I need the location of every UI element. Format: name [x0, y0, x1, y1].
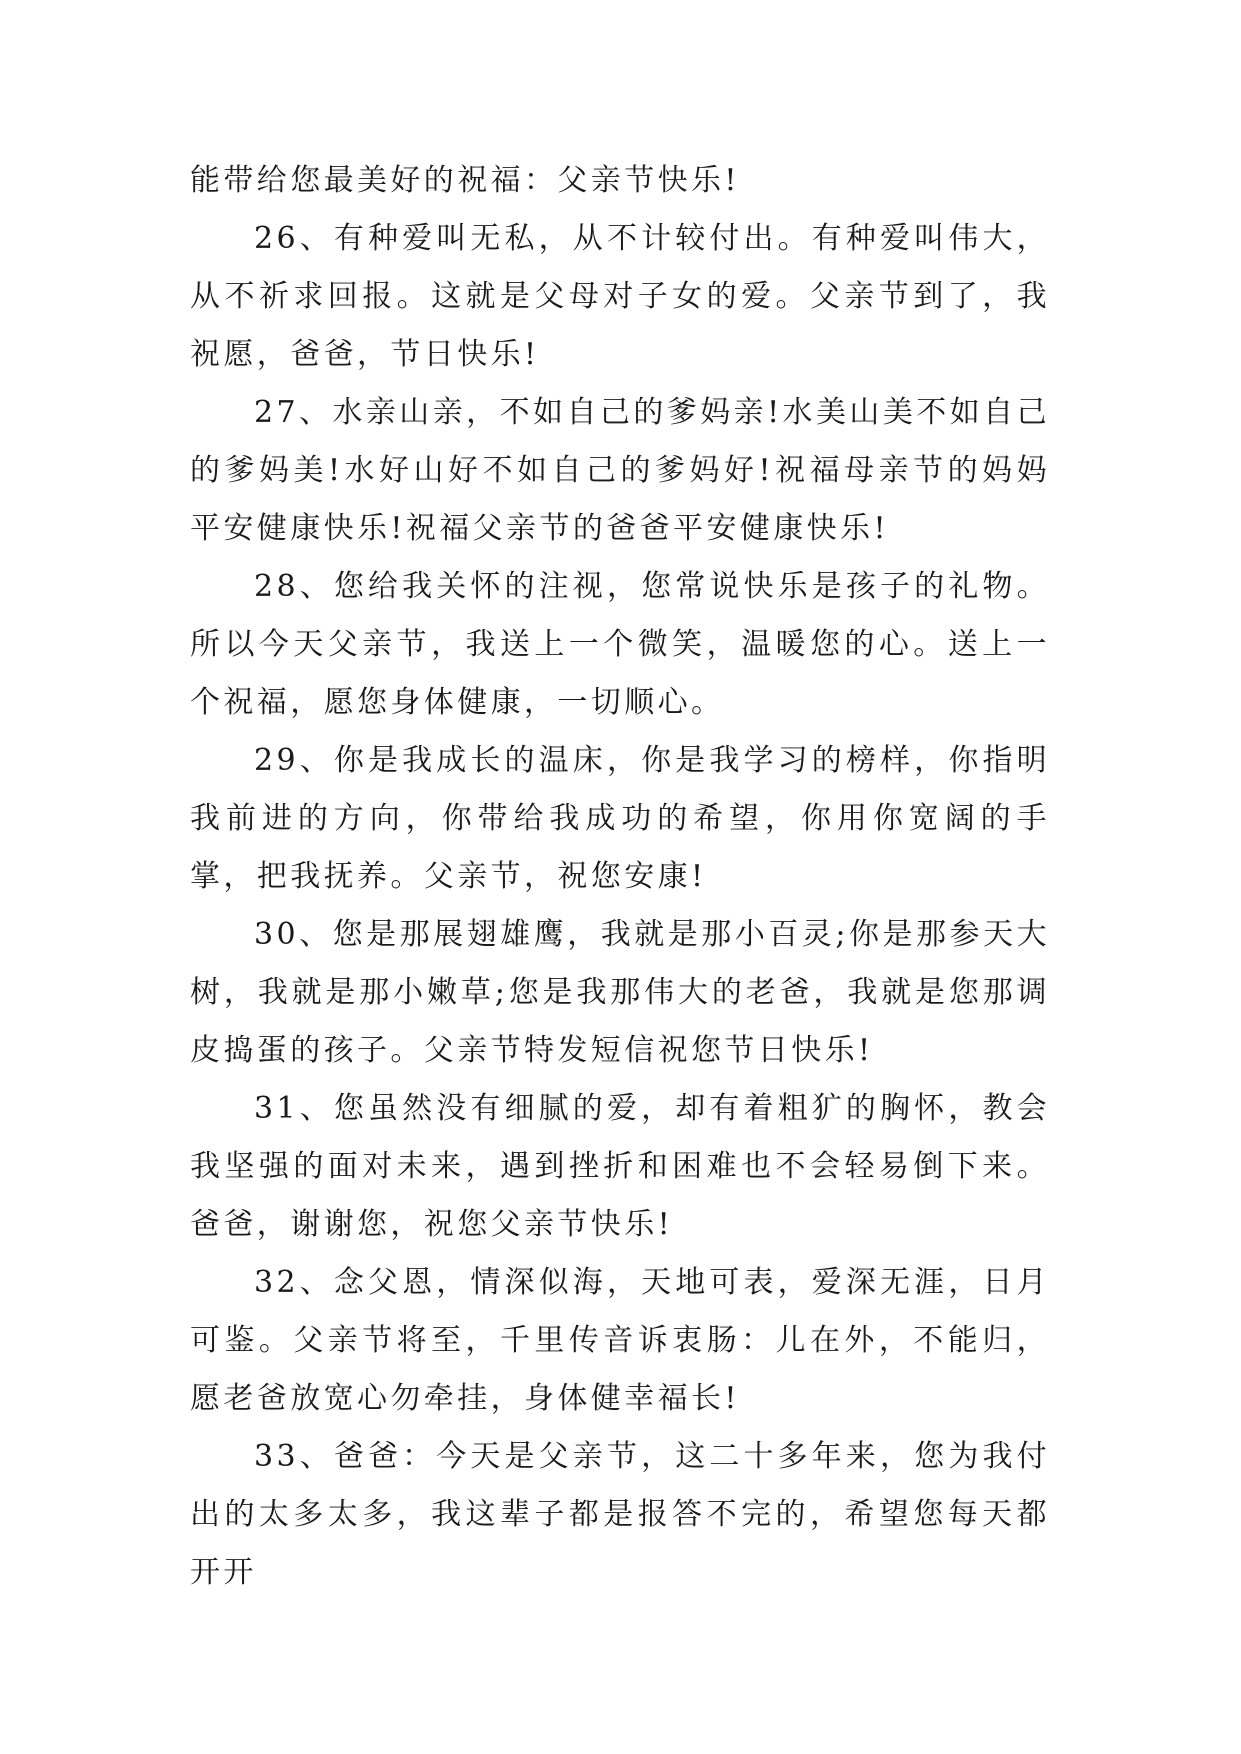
paragraph-26: 26、有种爱叫无私，从不计较付出。有种爱叫伟大，从不祈求回报。这就是父母对子女的爱。父亲节到了，我祝愿，爸爸，节日快乐! [190, 221, 1050, 372]
paragraph-27: 27、水亲山亲，不如自己的爹妈亲!水美山美不如自己的爹妈美!水好山好不如自己的爹妈好!祝福母亲节的妈妈平安健康快乐!祝福父亲节的爸爸平安健康快乐! [190, 395, 1050, 546]
paragraph-32: 32、念父恩，情深似海，天地可表，爱深无涯，日月可鉴。父亲节将至，千里传音诉衷肠：儿在外，不能归，愿老爸放宽心勿牵挂，身体健幸福长! [190, 1265, 1050, 1416]
paragraph-continuation: 能带给您最美好的祝福：父亲节快乐! [190, 163, 740, 198]
paragraph-28: 28、您给我关怀的注视，您常说快乐是孩子的礼物。所以今天父亲节，我送上一个微笑，温暖您的心。送上一个祝福，愿您身体健康，一切顺心。 [190, 569, 1050, 720]
paragraph-33: 33、爸爸：今天是父亲节，这二十多年来，您为我付出的太多太多，我这辈子都是报答不完的，希望您每天都开开 [190, 1439, 1050, 1590]
paragraph-31: 31、您虽然没有细腻的爱，却有着粗犷的胸怀，教会我坚强的面对未来，遇到挫折和困难也不会轻易倒下来。爸爸，谢谢您，祝您父亲节快乐! [190, 1091, 1050, 1242]
paragraph-29: 29、你是我成长的温床，你是我学习的榜样，你指明我前进的方向，你带给我成功的希望，你用你宽阔的手掌，把我抚养。父亲节，祝您安康! [190, 743, 1050, 894]
paragraph-30: 30、您是那展翅雄鹰，我就是那小百灵;你是那参天大树，我就是那小嫩草;您是我那伟大的老爸，我就是您那调皮捣蛋的孩子。父亲节特发短信祝您节日快乐! [190, 917, 1050, 1068]
document-body [190, 152, 1050, 1602]
